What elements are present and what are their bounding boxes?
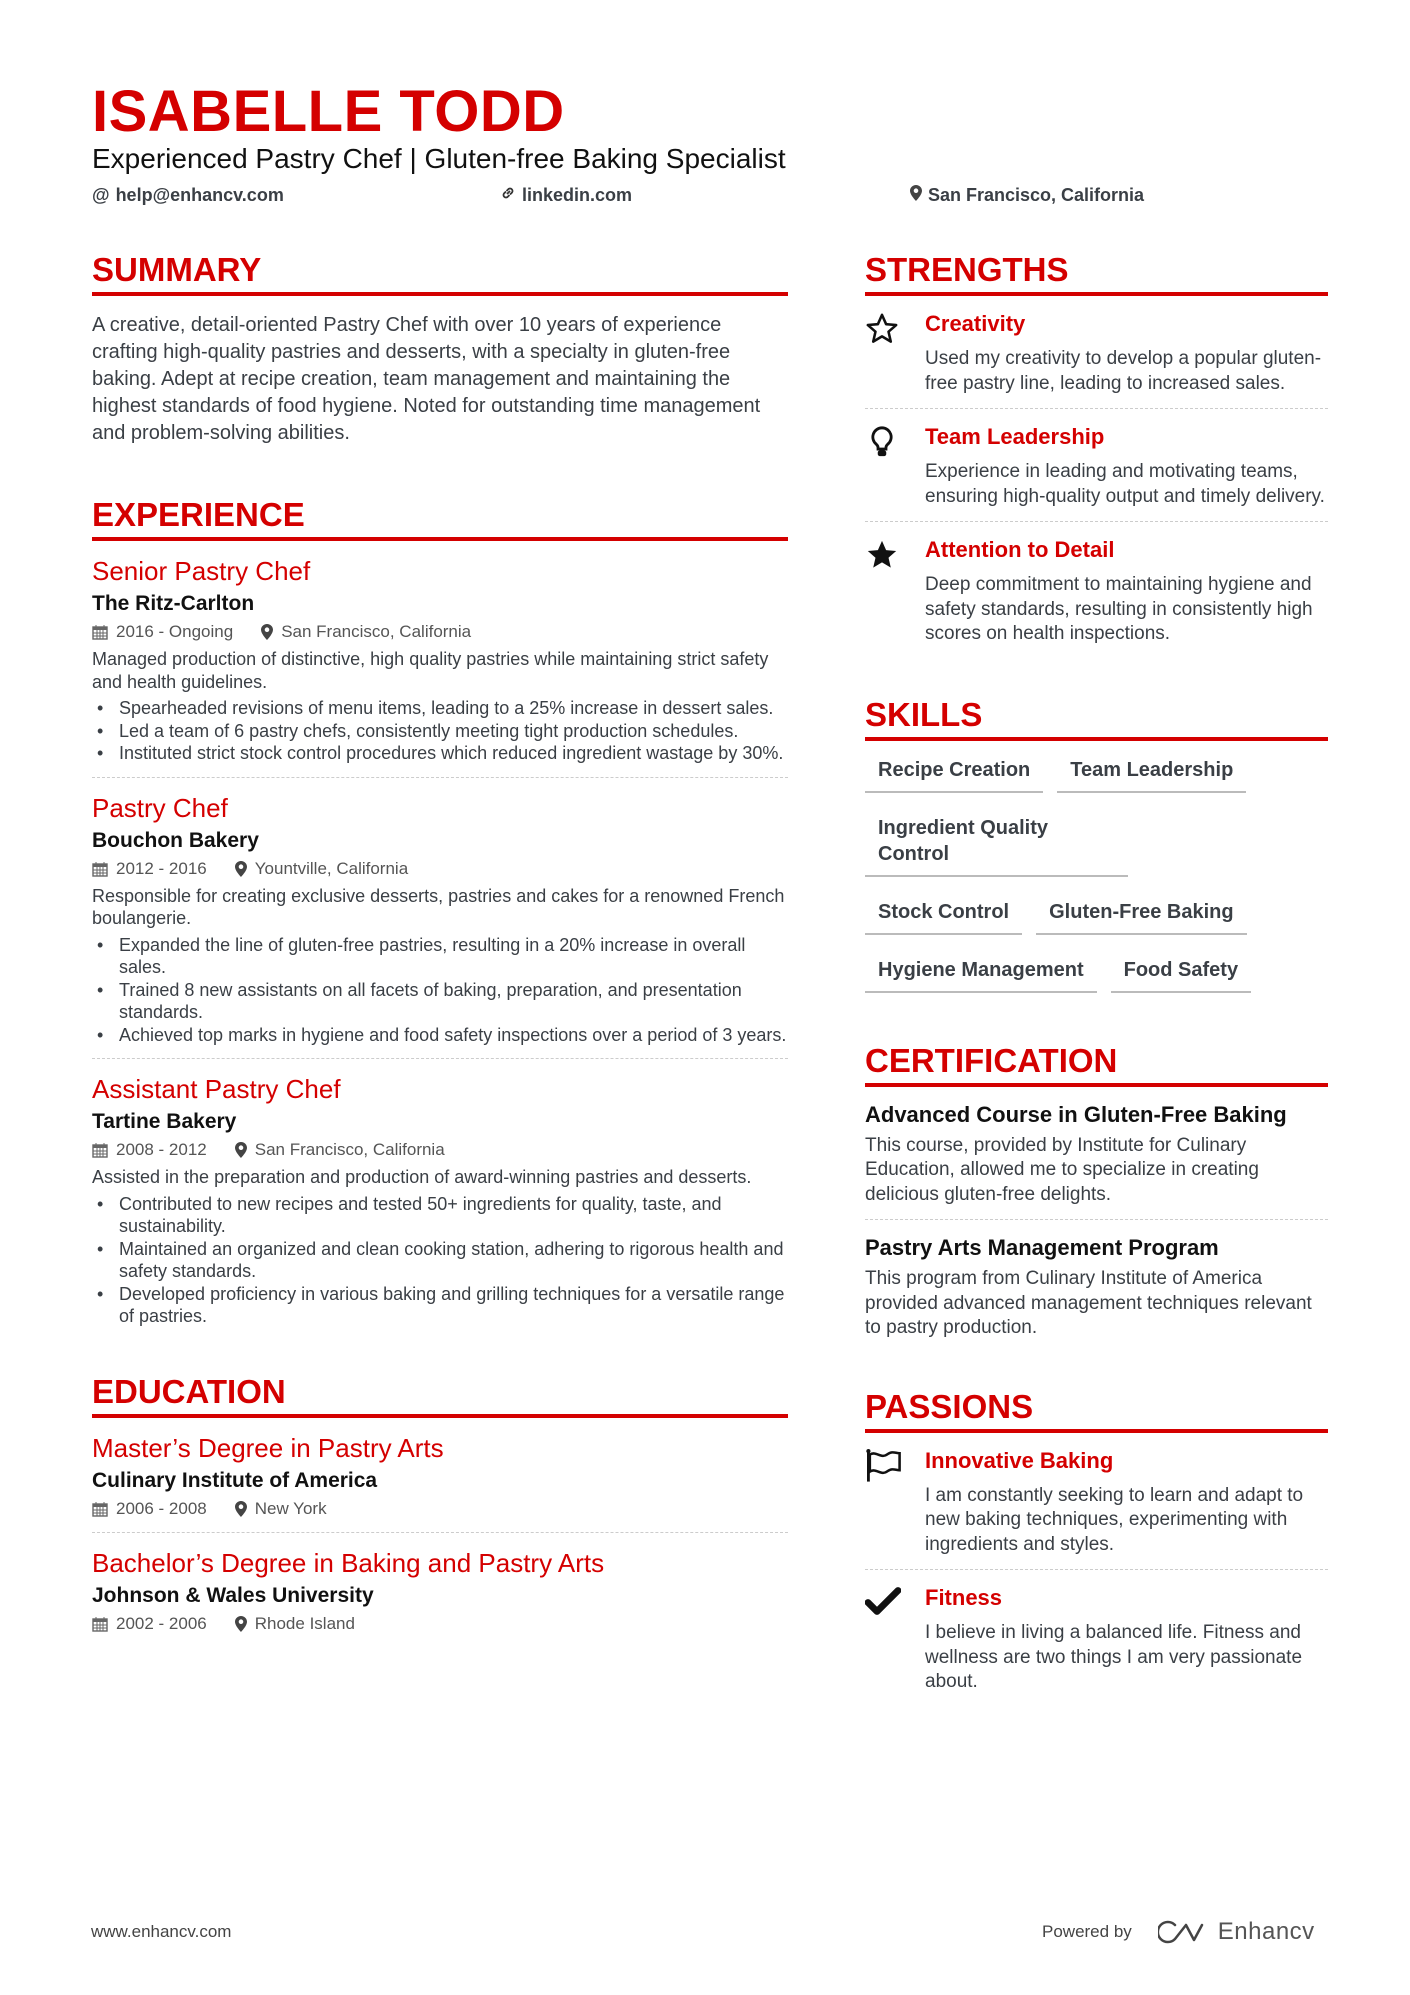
location-pin-icon — [910, 185, 922, 206]
passion-title: Fitness — [925, 1585, 1003, 1610]
passion-item — [865, 1584, 1328, 1695]
right-column — [865, 252, 1328, 1695]
calendar-icon — [92, 1616, 108, 1632]
education-entry — [92, 1547, 788, 1635]
certification-item — [865, 1234, 1328, 1341]
skill-tag: Hygiene Management — [865, 957, 1097, 993]
skill-tag: Ingredient Quality Control — [865, 815, 1128, 877]
contact-linkedin[interactable] — [500, 185, 632, 206]
link-icon — [500, 185, 516, 206]
divider — [92, 1532, 788, 1533]
certification-title: Advanced Course in Gluten-Free Baking — [865, 1101, 1287, 1127]
job-meta — [92, 1139, 788, 1161]
passion-description: I am constantly seeking to learn and adapt to new baking techniques, experimenting with ingredients and styles. — [925, 1484, 1304, 1555]
education-location: New York — [254, 1498, 327, 1518]
job-bullets — [92, 934, 788, 1047]
experience-section — [92, 497, 788, 1328]
education-location: Rhode Island — [254, 1613, 355, 1633]
email-text: help@enhancv.com — [115, 185, 284, 205]
location-pin-icon — [235, 1501, 247, 1517]
skill-tag: Team Leadership — [1057, 757, 1246, 793]
star-filled-icon — [865, 536, 925, 647]
divider — [92, 1058, 788, 1059]
company-name: The Ritz-Carlton — [92, 592, 255, 615]
linkedin-text: linkedin.com — [522, 185, 633, 205]
job-description: Responsible for creating exclusive desserts, pastries and cakes for a renowned French boulangerie. — [92, 885, 785, 928]
section-heading-certification: CERTIFICATION — [865, 1043, 1328, 1087]
skill-tag: Stock Control — [865, 899, 1022, 935]
strength-description: Deep commitment to maintaining hygiene and safety standards, resulting in consistently high scores on health inspections. — [925, 574, 1313, 644]
job-meta — [92, 858, 788, 880]
lightbulb-icon — [865, 423, 925, 509]
strength-description: Used my creativity to develop a popular gluten-free pastry line, leading to increased sales. — [925, 348, 1322, 394]
divider — [865, 521, 1328, 522]
education-section — [92, 1374, 788, 1635]
certification-title: Pastry Arts Management Program — [865, 1235, 1219, 1260]
company-name: Bouchon Bakery — [92, 828, 259, 852]
summary-section — [92, 252, 788, 447]
skill-tag: Food Safety — [1111, 957, 1251, 993]
candidate-name: ISABELLE TODD — [92, 79, 565, 144]
at-icon: @ — [92, 185, 110, 205]
job-title: Assistant Pastry Chef — [92, 1074, 341, 1104]
enhancv-logo — [1158, 1918, 1315, 1946]
contact-location — [910, 185, 1144, 206]
job-title: Pastry Chef — [92, 792, 228, 823]
degree-title: Bachelor’s Degree in Baking and Pastry Arts — [92, 1547, 605, 1578]
footer-website[interactable]: www.enhancv.com — [91, 1922, 232, 1941]
section-heading-education: EDUCATION — [92, 1374, 788, 1418]
company-name: Tartine Bakery — [92, 1110, 237, 1133]
strength-title: Attention to Detail — [925, 537, 1115, 562]
job-location: San Francisco, California — [281, 622, 472, 641]
job-dates: 2008 - 2012 — [116, 1140, 207, 1159]
bullet-item: • Expanded the line of gluten-free pastries, resulting in a 20% increase in overall sales. — [92, 934, 788, 979]
section-heading-skills: SKILLS — [865, 697, 1328, 741]
strength-item — [865, 423, 1328, 509]
skills-list — [865, 757, 1328, 993]
education-dates: 2006 - 2008 — [116, 1498, 207, 1518]
certification-description: This program from Culinary Institute of America provided advanced management techniques relevant to pastry production. — [865, 1268, 1312, 1338]
education-meta — [92, 1613, 788, 1635]
job-location: Yountville, California — [254, 858, 409, 878]
bullet-item: • Spearheaded revisions of menu items, leading to a 25% increase in dessert sales. — [92, 697, 788, 720]
section-heading-passions: PASSIONS — [865, 1389, 1328, 1433]
job-dates: 2012 - 2016 — [116, 858, 207, 878]
enhancv-logo-icon — [1158, 1920, 1204, 1944]
experience-entry — [92, 555, 788, 765]
bullet-item: • Developed proficiency in various baking and grilling techniques for a versatile range of pastries. — [92, 1283, 788, 1328]
job-bullets — [92, 697, 788, 765]
education-meta — [92, 1498, 788, 1520]
flag-icon — [865, 1447, 925, 1558]
passion-description: I believe in living a balanced life. Fitness and wellness are two things I am very passionate about. — [925, 1622, 1303, 1692]
strength-item — [865, 310, 1328, 396]
divider — [92, 777, 788, 778]
certification-description: This course, provided by Institute for Culinary Education, allowed me to specialize in creating delicious gluten-free delights. — [865, 1134, 1259, 1205]
passions-section — [865, 1389, 1328, 1695]
strength-item — [865, 536, 1328, 647]
location-pin-icon — [235, 1142, 247, 1158]
passion-title: Innovative Baking — [925, 1447, 1114, 1473]
powered-by[interactable] — [1042, 1918, 1315, 1946]
section-heading-strengths: STRENGTHS — [865, 252, 1328, 296]
enhancv-brand: Enhancv — [1217, 1918, 1315, 1945]
job-location: San Francisco, California — [254, 1140, 445, 1159]
skills-section — [865, 697, 1328, 993]
bullet-item: • Contributed to new recipes and tested 50+ ingredients for quality, taste, and sustainability. — [92, 1193, 788, 1238]
strength-title: Creativity — [925, 311, 1026, 336]
strengths-section — [865, 252, 1328, 647]
section-heading-summary: SUMMARY — [92, 252, 788, 296]
certification-section — [865, 1043, 1328, 1341]
location-text: San Francisco, California — [928, 185, 1145, 205]
job-title: Senior Pastry Chef — [92, 556, 311, 586]
skill-tag: Gluten-Free Baking — [1036, 899, 1246, 935]
calendar-icon — [92, 1501, 108, 1517]
passion-item — [865, 1447, 1328, 1558]
divider — [865, 408, 1328, 409]
degree-title: Master’s Degree in Pastry Arts — [92, 1432, 444, 1463]
checkmark-icon — [865, 1584, 925, 1695]
job-meta — [92, 621, 788, 643]
bullet-item: • Led a team of 6 pastry chefs, consistently meeting tight production schedules. — [92, 720, 788, 743]
bullet-item: • Maintained an organized and clean cooking station, adhering to rigorous health and safety standards. — [92, 1238, 788, 1283]
location-pin-icon — [261, 624, 273, 640]
left-column — [92, 252, 788, 1635]
location-pin-icon — [235, 1616, 247, 1632]
bullet-item: • Instituted strict stock control procedures which reduced ingredient wastage by 30%. — [92, 742, 788, 765]
star-outline-icon — [865, 310, 925, 396]
school-name: Johnson & Wales University — [92, 1583, 374, 1607]
location-pin-icon — [235, 861, 247, 877]
school-name: Culinary Institute of America — [92, 1468, 378, 1492]
education-dates: 2002 - 2006 — [116, 1613, 207, 1633]
job-dates: 2016 - Ongoing — [116, 622, 234, 641]
calendar-icon — [92, 624, 108, 640]
summary-text: A creative, detail-oriented Pastry Chef with over 10 years of experience crafting high-quality pastries and desserts, with a specialty in gluten-free baking. Adept at recipe creation, team management and maintaining the highest standards of food hygiene. Noted for outstanding time management and problem-solving abilities. — [92, 314, 761, 444]
powered-by-label: Powered by — [1042, 1922, 1132, 1941]
job-description: Assisted in the preparation and production of award-winning pastries and desserts. — [92, 1167, 752, 1187]
section-heading-experience: EXPERIENCE — [92, 497, 788, 541]
bullet-item: • Achieved top marks in hygiene and food safety inspections over a period of 3 years. — [92, 1024, 788, 1047]
strength-description: Experience in leading and motivating teams, ensuring high-quality output and timely delivery. — [925, 461, 1325, 507]
bullet-item: • Trained 8 new assistants on all facets of baking, preparation, and presentation standards. — [92, 979, 788, 1024]
skill-tag: Recipe Creation — [865, 757, 1043, 793]
calendar-icon — [92, 1142, 108, 1158]
education-entry — [92, 1432, 788, 1520]
candidate-title: Experienced Pastry Chef | Gluten-free Baking Specialist — [92, 143, 786, 174]
experience-entry — [92, 1073, 788, 1328]
job-description: Managed production of distinctive, high quality pastries while maintaining strict safety and health guidelines. — [92, 649, 769, 692]
certification-item — [865, 1101, 1328, 1208]
experience-entry — [92, 792, 788, 1047]
strength-title: Team Leadership — [925, 424, 1105, 449]
job-bullets — [92, 1193, 788, 1328]
calendar-icon — [92, 861, 108, 877]
divider — [865, 1219, 1328, 1220]
contact-email[interactable] — [92, 185, 284, 206]
divider — [865, 1569, 1328, 1570]
